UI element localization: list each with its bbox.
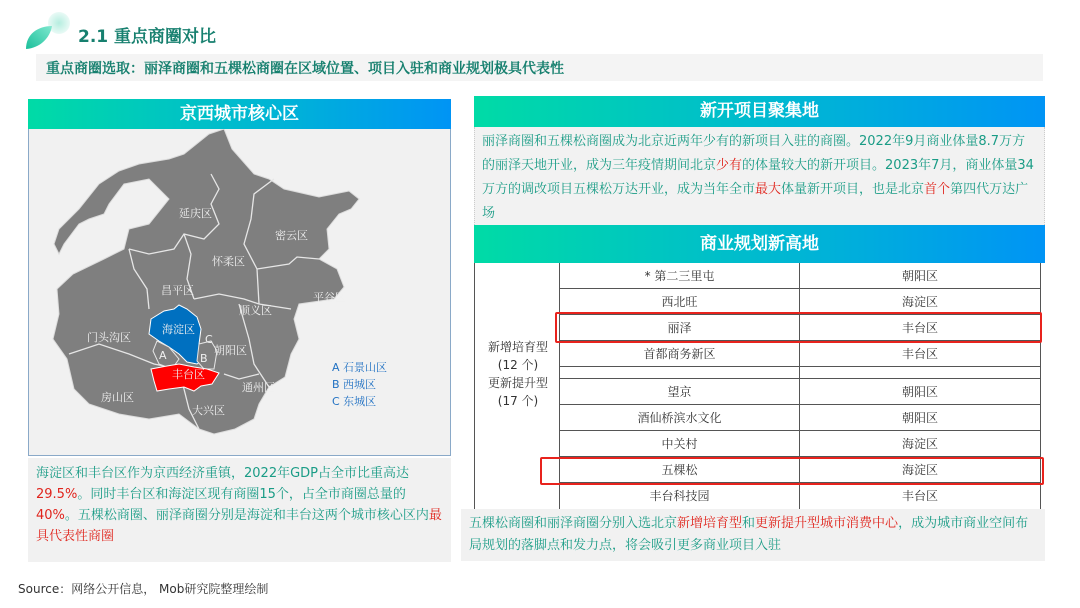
table-row: 首都商务新区 丰台区 bbox=[560, 341, 1041, 367]
district-label-huairou: 怀柔区 bbox=[212, 255, 245, 268]
legend-item-c: C 东城区 bbox=[332, 395, 377, 408]
category-new-cultivation: 新增培育型 bbox=[487, 340, 548, 354]
table-row: 西北旺 海淀区 bbox=[560, 289, 1041, 315]
district-label-b: B bbox=[200, 352, 208, 365]
table-row-lize: 丽泽 丰台区 bbox=[560, 315, 1041, 341]
district-label-shunyi: 顺义区 bbox=[239, 304, 272, 317]
district-label-pinggu: 平谷区 bbox=[313, 291, 346, 304]
district-label-mentougou: 门头沟区 bbox=[87, 331, 131, 344]
district-label-tongzhou: 通州区 bbox=[242, 381, 275, 394]
district-label-miyun: 密云区 bbox=[275, 229, 308, 242]
legend-item-b: B 西城区 bbox=[332, 378, 377, 391]
district-label-yanqing: 延庆区 bbox=[179, 207, 212, 220]
beijing-district-map bbox=[29, 129, 452, 456]
section-title-planning: 商业规划新高地 bbox=[474, 225, 1045, 263]
highlight-box-wukesong bbox=[540, 457, 1044, 485]
logo-glow bbox=[48, 12, 70, 34]
table-row: 酒仙桥滨水文化 朝阳区 bbox=[560, 405, 1041, 431]
legend-item-a: A 石景山区 bbox=[332, 361, 388, 374]
district-label-fangshan: 房山区 bbox=[101, 391, 134, 404]
new-projects-description: 丽泽商圈和五棵松商圈成为北京近两年少有的新项目入驻的商圈。2022年9月商业体量8.7万方的丽泽天地开业，成为三年疫情期间北京少有的体量较大的新开项目。2023年7月，商业体量34万方的调改项目五棵松万达开业，成为当年全市最大体量新开项目，也是北京首个第四代万达广场 bbox=[474, 127, 1045, 225]
map-legend bbox=[332, 359, 387, 410]
category-new-count: (12 个) bbox=[497, 358, 539, 372]
district-label-fengtai: 丰台区 bbox=[172, 368, 205, 381]
table-row: 丰台科技园 丰台区 bbox=[560, 483, 1041, 509]
highlight-box-lize bbox=[555, 312, 1042, 343]
district-label-changping: 昌平区 bbox=[161, 284, 194, 297]
section-title-new-projects: 新开项目聚集地 bbox=[474, 96, 1045, 127]
table-row: 中关村 海淀区 bbox=[560, 431, 1041, 457]
planning-summary: 五棵松商圈和丽泽商圈分别入选北京新增培育型和更新提升型城市消费中心，成为城市商业空间布局规划的落脚点和发力点，将会吸引更多商业项目入驻 bbox=[461, 509, 1045, 561]
district-label-chaoyang: 朝阳区 bbox=[214, 344, 247, 357]
category-renewal: 更新提升型 bbox=[487, 376, 548, 390]
subtitle: 重点商圈选取：丽泽商圈和五棵松商圈在区域位置、项目入驻和商业规划极具代表性 bbox=[46, 61, 564, 77]
table-row: * 第二三里屯 朝阳区 bbox=[560, 263, 1041, 289]
table-row: 望京 朝阳区 bbox=[560, 379, 1041, 405]
district-label-haidian: 海淀区 bbox=[162, 323, 195, 336]
page-title: 2.1 重点商圈对比 bbox=[78, 27, 217, 47]
district-label-daxing: 大兴区 bbox=[192, 404, 225, 417]
table-row-wukesong: 五棵松 海淀区 bbox=[560, 457, 1041, 483]
left-panel-title: 京西城市核心区 bbox=[28, 99, 451, 129]
beijing-map bbox=[28, 129, 451, 456]
source-note: Source：网络公开信息， Mob研究院整理绘制 bbox=[18, 582, 269, 596]
planning-table bbox=[474, 263, 1045, 512]
district-label-a: A bbox=[159, 349, 167, 362]
subtitle-bar bbox=[36, 54, 1043, 81]
district-label-c: C bbox=[205, 333, 213, 346]
table-row-spacer bbox=[560, 367, 1041, 379]
category-renewal-count: (17 个) bbox=[497, 394, 539, 408]
left-panel-description: 海淀区和丰台区作为京西经济重镇，2022年GDP占全市比重高达29.5%。同时丰台区和海淀区现有商圈15个，占全市商圈总量的40%。五棵松商圈、丽泽商圈分别是海淀和丰台这两个城市核心区内最具代表性商圈 bbox=[28, 458, 451, 562]
